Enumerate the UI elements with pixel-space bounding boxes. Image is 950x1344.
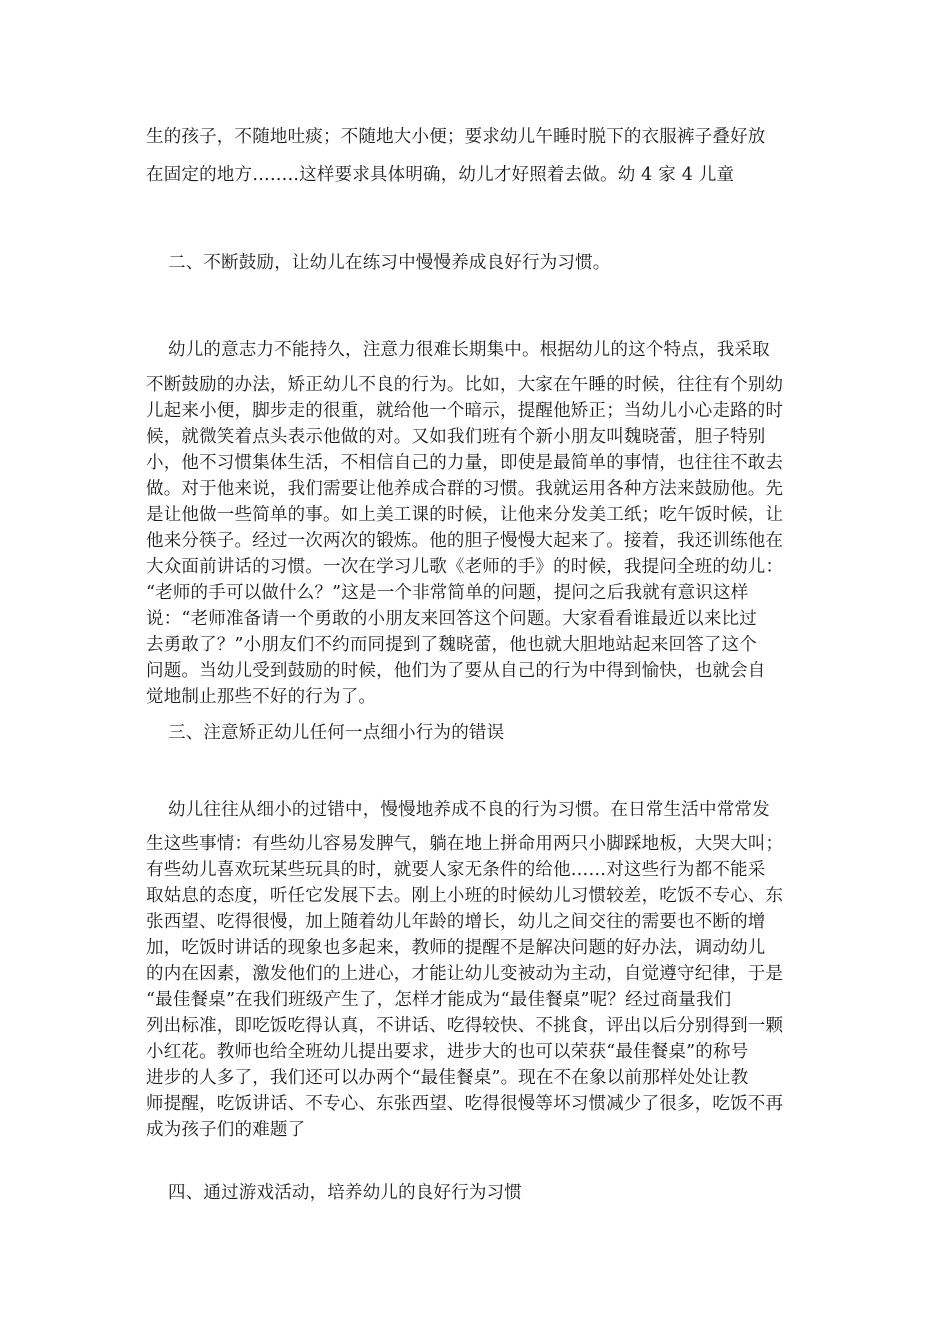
- section3-line-12: 师提醒，吃饭讲话、不专心、东张西望、吃得很慢等坏习惯减少了很多，吃饭不再: [146, 1094, 784, 1114]
- section3-line-1: 幼儿往往从细小的过错中，慢慢地养成不良的行为习惯。在日常生活中常常发: [168, 800, 770, 820]
- section3-line-3: 有些幼儿喜欢玩某些玩具的时，就要人家无条件的给他……对这些行为都不能采: [146, 860, 766, 880]
- section2-line-3: 儿起来小便，脚步走的很重，就给他一个暗示，提醒他矫正；当幼儿小心走路的时: [146, 401, 784, 421]
- section3-line-8: “最佳餐桌”在我们班级产生了，怎样才能成为“最佳餐桌”呢？经过商量我们: [146, 990, 732, 1010]
- section3-line-5: 张西望、吃得很慢，加上随着幼儿年龄的增长，幼儿之间交往的需要也不断的增: [146, 912, 766, 932]
- intro-line-2: 在固定的地方……..这样要求具体明确，幼儿才好照着去做。幼 4 家 4 儿童: [146, 165, 735, 185]
- intro-line-1: 生的孩子，不随地吐痰；不随地大小便；要求幼儿午睡时脱下的衣服裤子叠好放: [146, 127, 766, 147]
- section2-line-1: 幼儿的意志力不能持久，注意力很难长期集中。根据幼儿的这个特点，我采取: [168, 340, 770, 360]
- section2-line-6: 做。对于他来说，我们需要让他养成合群的习惯。我就运用各种方法来鼓励他。先: [146, 479, 784, 499]
- section3-line-6: 加，吃饭时讲话的现象也多起来，教师的提醒不是解决问题的好办法，调动幼儿: [146, 938, 766, 958]
- section4-heading: 四、通过游戏活动，培养幼儿的良好行为习惯: [168, 1183, 522, 1203]
- section2-heading: 二、不断鼓励，让幼儿在练习中慢慢养成良好行为习惯。: [168, 253, 611, 273]
- section3-line-9: 列出标准，即吃饭吃得认真，不讲话、吃得较快、不挑食，评出以后分别得到一颗: [146, 1016, 784, 1036]
- section2-line-12: 去勇敢了？”小朋友们不约而同提到了魏晓蕾，他也就大胆地站起来回答了这个: [146, 635, 757, 655]
- section2-line-10: “老师的手可以做什么？”这是一个非常简单的问题，提问之后我就有意识这样: [146, 583, 749, 603]
- section3-line-11: 进步的人多了，我们还可以办两个“最佳餐桌”。现在不在象以前那样处处让教: [146, 1068, 749, 1088]
- section3-line-13: 成为孩子们的难题了: [146, 1120, 306, 1140]
- section2-line-2: 不断鼓励的办法，矫正幼儿不良的行为。比如，大家在午睡的时候，往往有个别幼: [146, 375, 784, 395]
- section2-line-13: 问题。当幼儿受到鼓励的时候，他们为了要从自己的行为中得到愉快，也就会自: [146, 661, 766, 681]
- section3-line-10: 小红花。教师也给全班幼儿提出要求，进步大的也可以荣获“最佳餐桌”的称号: [146, 1042, 749, 1062]
- section3-line-4: 取姑息的态度，听任它发展下去。刚上小班的时候幼儿习惯较差，吃饭不专心、东: [146, 886, 784, 906]
- section2-line-4: 候，就微笑着点头表示他做的对。又如我们班有个新小朋友叫魏晓蕾，胆子特别: [146, 427, 766, 447]
- section3-heading: 三、注意矫正幼儿任何一点细小行为的错误: [168, 723, 505, 743]
- section2-line-14: 觉地制止那些不好的行为了。: [146, 687, 377, 707]
- section2-line-9: 大众面前讲话的习惯。一次在学习儿歌《老师的手》的时候，我提问全班的幼儿：: [146, 557, 784, 577]
- section3-line-7: 的内在因素，激发他们的上进心，才能让幼儿变被动为主动，自觉遵守纪律，于是: [146, 964, 784, 984]
- section3-line-2: 生这些事情：有些幼儿容易发脾气，躺在地上拼命用两只小脚踩地板，大哭大叫；: [146, 834, 784, 854]
- section2-line-7: 是让他做一些简单的事。如上美工课的时候，让他来分发美工纸；吃午饭时候，让: [146, 505, 784, 525]
- section2-line-8: 他来分筷子。经过一次两次的锻炼。他的胆子慢慢大起来了。接着，我还训练他在: [146, 531, 784, 551]
- section2-line-5: 小，他不习惯集体生活，不相信自己的力量，即使是最简单的事情，也往往不敢去: [146, 453, 784, 473]
- section2-line-11: 说：“老师准备请一个勇敢的小朋友来回答这个问题。大家看看谁最近以来比过: [146, 609, 757, 629]
